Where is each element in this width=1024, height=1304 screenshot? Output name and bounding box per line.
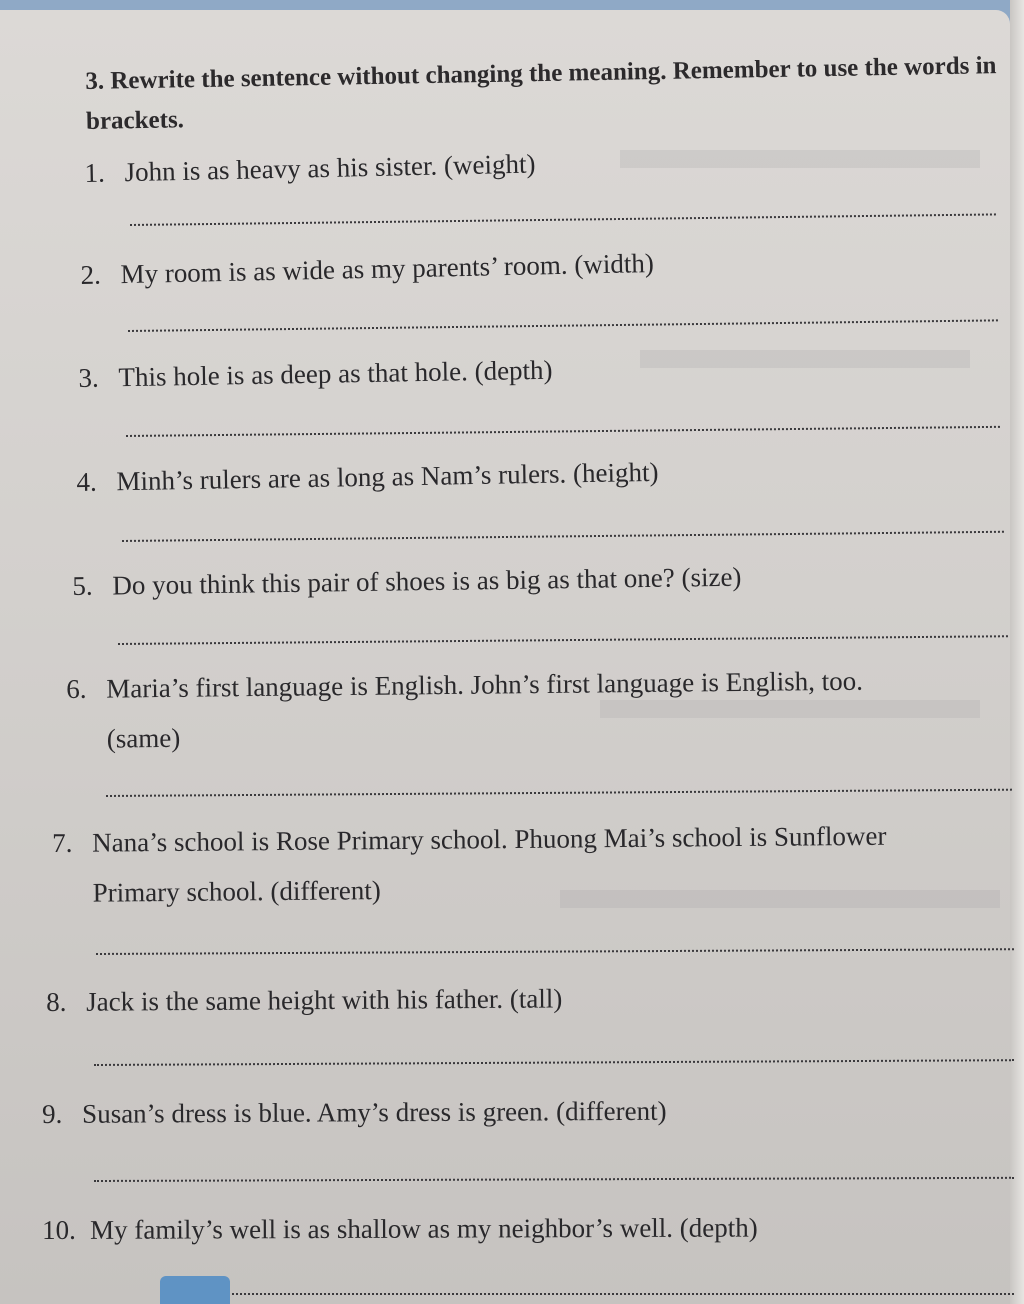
item-text-continued: Primary school. (different)	[92, 875, 381, 908]
item-number: 8.	[46, 986, 67, 1017]
item-text: Maria’s first language is English. John’s first language is English, too.	[106, 665, 864, 704]
item-text: Minh’s rulers are as long as Nam’s rulers. (height)	[116, 456, 659, 497]
item-text: Susan’s dress is blue. Amy’s dress is green. (different)	[82, 1095, 667, 1129]
item-number: 7.	[52, 827, 73, 858]
blue-tab-marker	[160, 1276, 230, 1304]
item-number: 1.	[84, 157, 106, 188]
item-text: Do you think this pair of shoes is as big as that one? (size)	[112, 561, 742, 601]
item-number: 10.	[42, 1214, 76, 1245]
show-through-smudge	[640, 350, 970, 368]
exercise-item-9	[42, 1086, 667, 1139]
item-text-continued: (same)	[106, 722, 181, 754]
exercise-item-5	[72, 552, 742, 611]
answer-line-10[interactable]	[232, 1293, 1014, 1295]
item-number: 5.	[72, 570, 93, 601]
item-number: 6.	[66, 673, 87, 704]
exercise-item-4	[76, 447, 659, 507]
exercise-item-8	[46, 973, 562, 1027]
item-text: Jack is the same height with his father. (tall)	[86, 983, 563, 1017]
item-text: John is as heavy as his sister. (weight)	[124, 148, 536, 188]
item-text: This hole is as deep as that hole. (depth)	[118, 354, 553, 393]
exercise-item-3	[78, 345, 553, 403]
exercise-item-10	[42, 1203, 758, 1255]
item-number: 3.	[78, 362, 99, 393]
exercise-item-7	[52, 811, 887, 918]
item-text: My family’s well is as shallow as my neighbor’s well. (depth)	[90, 1212, 758, 1245]
item-text: Nana’s school is Rose Primary school. Phuong Mai’s school is Sunflower	[92, 820, 887, 858]
exercise-item-1	[84, 139, 536, 198]
item-number: 9.	[42, 1098, 63, 1129]
exercise-heading: 3. Rewrite the sentence without changing the meaning. Remember to use the words in brackets.	[85, 52, 997, 135]
item-number: 2.	[80, 259, 102, 290]
show-through-smudge	[620, 150, 980, 168]
page-edge	[1010, 0, 1024, 1304]
item-text: My room is as wide as my parents’ room. (width)	[120, 247, 655, 290]
item-number: 4.	[76, 466, 97, 497]
exercise-item-6	[66, 656, 864, 764]
